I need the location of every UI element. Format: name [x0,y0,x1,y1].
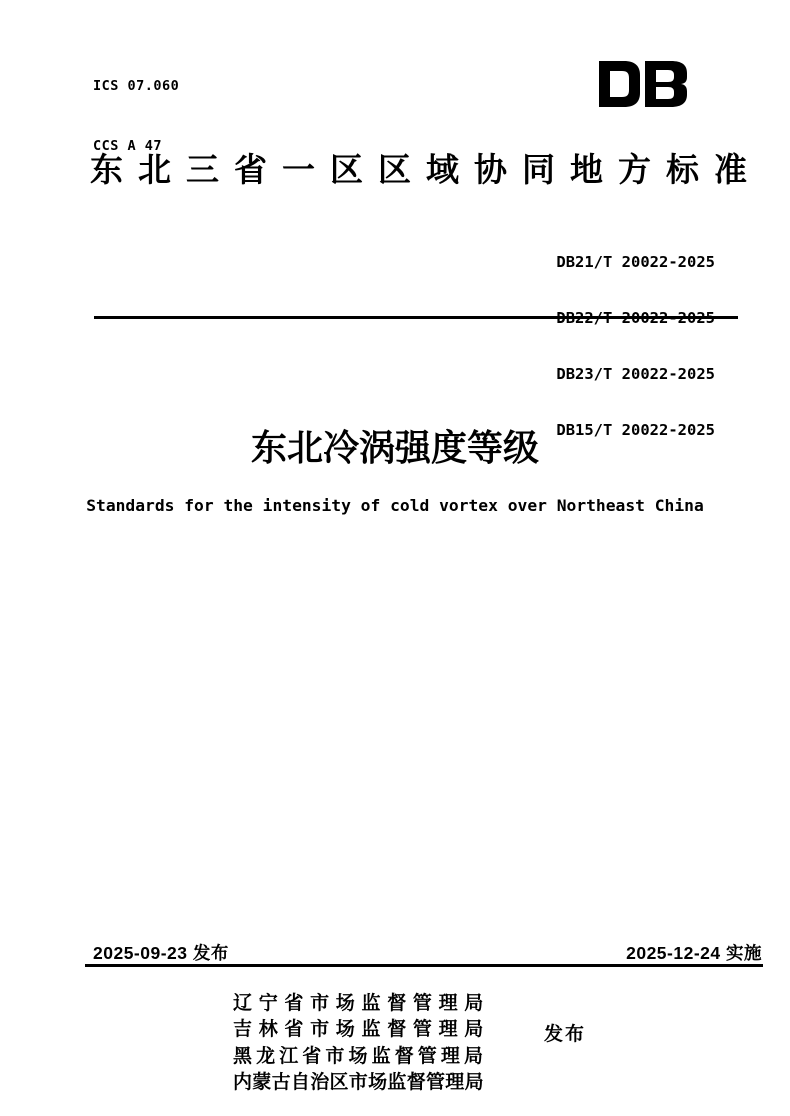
document-title-en: Standards for the intensity of cold vortex over Northeast China [86,496,704,515]
standard-type-heading: 东北三省一区区域协同地方标准 [90,151,762,188]
publish-label: 发布 [544,1024,587,1045]
db-logo-icon [599,61,687,107]
standard-number-item: DB23/T 20022-2025 [556,364,715,383]
standard-number-item: DB21/T 20022-2025 [556,253,715,272]
db-logo [599,61,687,107]
publishers-list [233,991,489,1096]
publisher-item: 吉林省市场监督管理局 [233,1019,491,1041]
ics-code: ICS 07.060 [93,78,180,94]
publisher-item: 黑龙江省市场监督管理局 [233,1045,488,1067]
publisher-item: 内蒙古自治区市场监督管理局 [233,1071,484,1093]
ccs-code: CCS A 47 [93,138,163,154]
standard-number-item: DB15/T 20022-2025 [556,420,715,439]
implement-date: 2025-12-24 实施 [626,943,762,963]
publisher-item: 辽宁省市场监督管理局 [233,993,491,1014]
document-title-cn: 东北冷涡强度等级 [250,427,539,468]
bottom-divider [85,964,763,967]
dates-row [93,942,762,964]
issue-date: 2025-09-23 发布 [93,943,229,963]
top-divider [94,316,738,319]
